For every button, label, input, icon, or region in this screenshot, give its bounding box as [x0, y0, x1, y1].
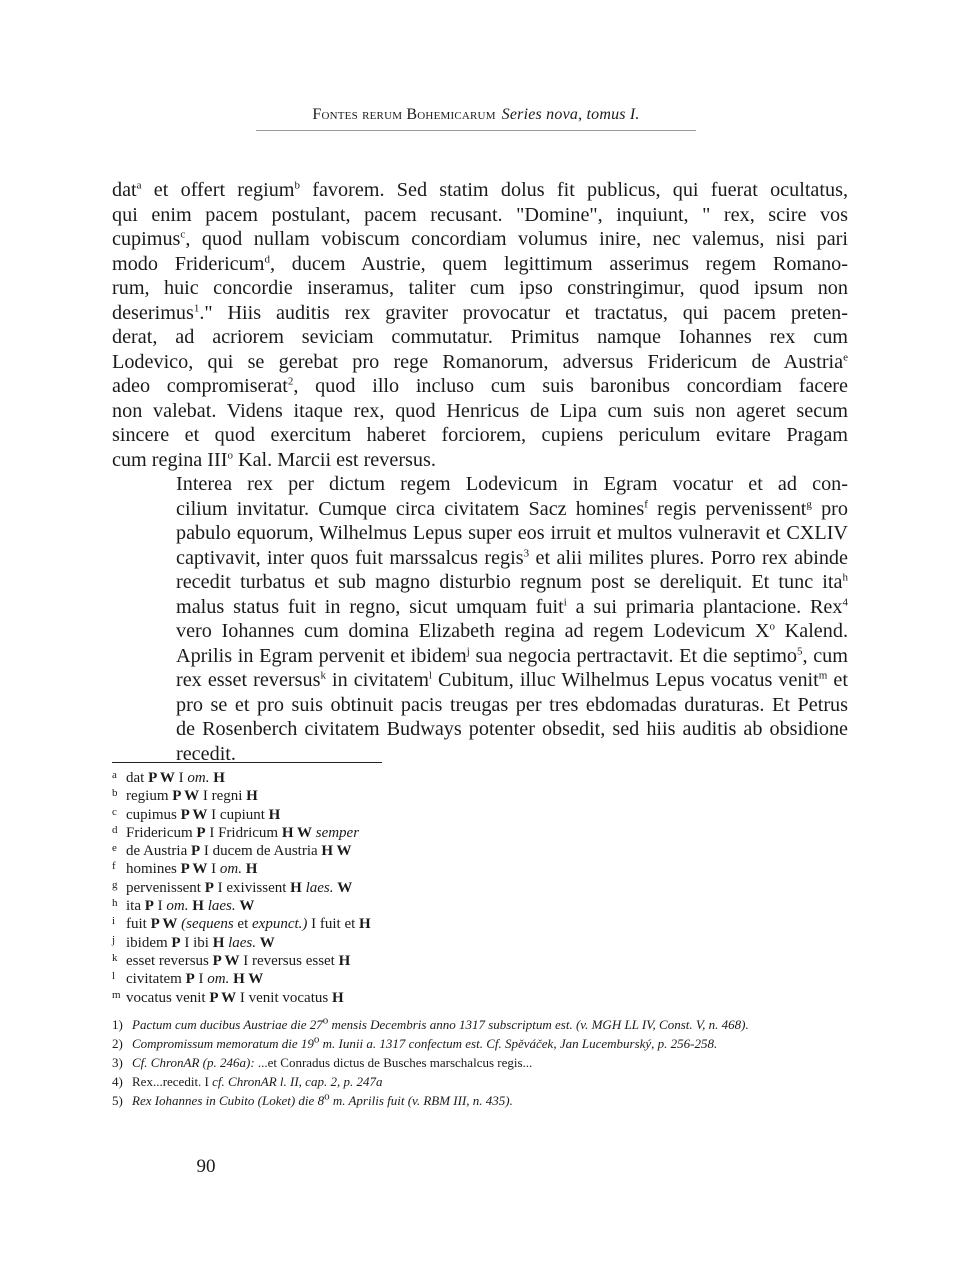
superscript-mark: l — [428, 669, 432, 682]
siglum: H — [246, 788, 258, 805]
italic-text: laes. — [228, 934, 257, 951]
siglum: W — [239, 898, 255, 915]
apparatus-entry — [112, 970, 852, 988]
text-run: derat, ad acriorem seviciam commutatur. Primitus namque Iohannes rex cum — [112, 326, 848, 348]
text-run: ...et Conradus dictus de Busches marschalcus regis... — [257, 1055, 533, 1070]
apparatus-mark: i — [112, 915, 116, 928]
superscript-mark: m — [818, 669, 828, 682]
footnote — [112, 1053, 852, 1072]
siglum: W — [259, 934, 275, 951]
superscript-mark: o — [324, 1090, 330, 1103]
superscript-mark: j — [466, 644, 470, 657]
footnote-number: 2) — [112, 1036, 123, 1051]
text-line — [112, 227, 848, 252]
apparatus-mark: g — [112, 878, 118, 891]
text-run: I cupiunt — [207, 806, 269, 823]
superscript-mark: i — [563, 595, 567, 608]
apparatus-mark: b — [112, 787, 118, 800]
italic-text: semper — [315, 824, 360, 841]
siglum: P W — [172, 788, 200, 805]
superscript-mark: c — [180, 228, 186, 241]
apparatus-reading — [126, 970, 263, 988]
superscript-mark: 4 — [842, 595, 848, 608]
text-line — [112, 203, 848, 228]
text-run: , quod nullam vobiscum concordiam volumus inire, nec valemus, nisi pari — [185, 228, 848, 250]
apparatus-entry — [112, 806, 852, 824]
siglum: H — [213, 770, 225, 786]
apparatus-entry — [112, 934, 852, 952]
siglum: P W — [212, 952, 240, 969]
footnote — [112, 1015, 852, 1034]
superscript-mark: 2 — [287, 375, 294, 388]
superscript-mark: k — [320, 669, 326, 682]
superscript-mark: b — [294, 179, 300, 192]
footnote-number: 4) — [112, 1074, 123, 1089]
italic-text: laes. — [305, 879, 334, 896]
text-run: I — [207, 861, 220, 878]
apparatus-reading — [126, 879, 352, 897]
siglum: P W — [209, 989, 237, 1006]
text-run: Rex...recedit. I — [132, 1074, 213, 1089]
text-run: ." Hiis auditis rex graviter provocatur et tractatus, qui pacem preten- — [199, 301, 848, 324]
apparatus-reading — [126, 806, 280, 824]
apparatus-entry — [112, 842, 852, 860]
apparatus-mark: h — [112, 897, 118, 910]
italic-text: om. — [187, 770, 210, 786]
running-header — [256, 106, 696, 131]
footnote-number: 5) — [112, 1093, 123, 1108]
text-run: I ducem de Austria — [200, 843, 322, 860]
text-run: et offert regium — [141, 179, 295, 201]
text-run: esset reversus — [126, 952, 213, 969]
text-run: fuit — [126, 916, 151, 933]
superscript-mark: e — [843, 350, 848, 363]
text-line — [112, 619, 848, 644]
apparatus-reading — [126, 989, 344, 1007]
text-run: I reversus esset — [239, 952, 339, 969]
text-line — [112, 693, 848, 718]
text-line — [112, 595, 848, 620]
text-run: cum regina III — [112, 448, 228, 471]
text-run: Fridericum — [126, 824, 197, 841]
text-run: I — [194, 971, 208, 988]
text-line — [112, 570, 848, 595]
text-run: pabulo equorum, Wilhelmus Lepus super eos irruit et multos vulneravit et CXLIV — [176, 522, 848, 544]
apparatus-entry — [112, 879, 852, 897]
text-run: regis pervenissent — [647, 497, 807, 520]
text-run: qui enim pacem postulant, pacem recusant. "Domine", inquiunt, " rex, scire vos — [112, 203, 848, 226]
text-line — [112, 399, 848, 424]
paragraph-2 — [112, 472, 848, 766]
text-run: recedit turbatus et sub magno disturbio regnum post se dereliquit. Et tunc ita — [176, 571, 843, 593]
text-run: ibidem — [126, 934, 172, 951]
siglum: P — [196, 824, 206, 841]
superscript-mark: 1 — [193, 301, 200, 314]
text-run: de Austria — [126, 843, 191, 860]
text-run: regium — [126, 788, 173, 805]
superscript-mark: d — [264, 252, 270, 265]
text-run: rex esset reversus — [176, 669, 321, 691]
italic-text: m. Iunii a. 1317 confectum est. Cf. Spěváček, Jan Lucemburský, p. 256-258. — [319, 1036, 718, 1051]
text-line — [112, 546, 848, 571]
text-run: sua negocia pertractavit. Et die septimo — [469, 644, 797, 667]
text-run: Kal. Marcii est reversus. — [232, 448, 436, 471]
main-text — [112, 178, 848, 766]
apparatus-reading — [126, 952, 350, 970]
text-line — [112, 374, 848, 399]
siglum: H W — [233, 971, 264, 988]
text-run: adeo compromiserat — [112, 375, 288, 397]
text-run: , cum — [802, 644, 848, 667]
apparatus-mark: d — [112, 823, 118, 836]
siglum: P W — [148, 770, 175, 786]
apparatus-mark: c — [112, 805, 117, 818]
footnote — [112, 1072, 852, 1091]
apparatus-reading — [126, 842, 352, 860]
siglum: H — [359, 916, 371, 933]
text-run: cupimus — [112, 228, 181, 250]
apparatus-mark: j — [112, 933, 116, 946]
text-line — [112, 178, 848, 203]
superscript-mark: a — [136, 179, 142, 192]
header-title: Fontes rerum Bohemicarum — [312, 106, 496, 123]
source-notes — [112, 1015, 852, 1110]
siglum: P — [171, 934, 181, 951]
siglum: H — [268, 806, 281, 823]
apparatus-entry — [112, 952, 852, 970]
text-run: a sui primaria plantacione. Rex — [566, 595, 843, 618]
apparatus-entry — [112, 860, 852, 878]
text-run: Aprilis in Egram pervenit et ibidem — [176, 644, 467, 667]
italic-text: (sequens — [181, 916, 234, 933]
text-run: deserimus — [112, 301, 194, 324]
italic-text: laes. — [207, 898, 236, 915]
siglum: H — [331, 989, 344, 1006]
apparatus-reading — [126, 769, 225, 787]
italic-text: cf. ChronAR l. II, cap. 2, p. 247a — [212, 1074, 383, 1089]
text-run: pervenissent — [126, 879, 205, 896]
apparatus-reading — [126, 860, 257, 878]
siglum: H — [245, 861, 258, 878]
text-run: I venit vocatus — [236, 989, 332, 1006]
apparatus-mark: k — [112, 951, 118, 964]
apparatus-reading — [126, 897, 254, 915]
text-line — [112, 644, 848, 669]
text-run: rum, huic concordie inseramus, taliter cum ipso constringimur, quod ipsum non — [112, 277, 848, 299]
text-run: et — [233, 916, 252, 933]
superscript-mark: o — [769, 620, 776, 633]
superscript-mark: 5 — [797, 644, 803, 657]
footnote-number: 1) — [112, 1017, 123, 1032]
siglum: W — [337, 879, 353, 896]
siglum: H W — [321, 843, 352, 860]
text-run: in civitatem — [325, 669, 429, 691]
apparatus-entry — [112, 897, 852, 915]
italic-text: expunct.) — [252, 916, 308, 933]
text-line — [112, 668, 848, 693]
text-run: malus status fuit in regno, sicut umquam fuit — [176, 595, 564, 618]
text-run: pro se et pro suis obtinuit pacis treugas per tres ebdomadas duraturas. Et Petrus — [176, 693, 848, 716]
paragraph-1 — [112, 178, 848, 472]
header-series: Series nova, tomus I. — [501, 106, 640, 123]
critical-apparatus — [112, 769, 852, 1007]
text-line — [112, 350, 848, 375]
apparatus-mark: m — [112, 988, 121, 1001]
italic-text: Cf. ChronAR (p. 246a): — [132, 1055, 258, 1070]
apparatus-reading — [126, 934, 275, 952]
apparatus-entry — [112, 989, 852, 1007]
text-run: I — [153, 898, 167, 915]
superscript-mark: h — [842, 571, 848, 584]
italic-text: Rex Iohannes in Cubito (Loket) die 8 — [132, 1093, 325, 1108]
text-run: I fuit et — [307, 916, 360, 933]
siglum: P W — [180, 861, 208, 878]
footnote-divider — [112, 762, 382, 763]
superscript-mark: g — [806, 497, 812, 510]
superscript-mark: o — [322, 1014, 329, 1027]
text-run: ita — [126, 898, 145, 915]
italic-text: mensis Decembris anno 1317 subscriptum est. (v. MGH LL IV, Const. V, n. 468). — [328, 1017, 749, 1032]
apparatus-entry — [112, 824, 852, 842]
apparatus-entry — [112, 915, 852, 933]
siglum: H — [192, 898, 204, 915]
text-line — [112, 252, 848, 277]
text-run: dat — [112, 179, 137, 201]
text-run: cilium invitatur. Cumque circa civitatem Sacz homines — [176, 497, 645, 520]
text-run: pro — [811, 497, 848, 520]
text-run: I regni — [199, 788, 247, 805]
text-run: , ducem Austrie, quem legittimum asserimus regem Romano- — [269, 252, 848, 275]
apparatus-entry — [112, 769, 852, 787]
siglum: P W — [180, 806, 208, 823]
text-run: modo Fridericum — [112, 252, 265, 275]
text-run: , quod illo incluso cum suis baronibus concordiam facere — [293, 375, 848, 397]
footnote — [112, 1034, 852, 1053]
text-run: I exivissent — [213, 879, 291, 896]
text-run: I Fridricum — [205, 824, 282, 841]
text-run: dat — [126, 770, 149, 786]
superscript-mark: o — [313, 1033, 320, 1046]
text-run: sincere et quod exercitum haberet forciorem, cupiens periculum evitare Pragam — [112, 424, 848, 446]
text-run: Interea rex per dictum regem Lodevicum in Egram vocatur et ad con- — [176, 473, 848, 495]
text-run: I — [174, 770, 188, 786]
italic-text: m. Aprilis fuit (v. RBM III, n. 435). — [329, 1093, 513, 1108]
text-line — [112, 497, 848, 522]
footnote — [112, 1091, 852, 1110]
siglum: H — [338, 952, 351, 969]
text-run: et — [827, 669, 848, 691]
italic-text: Compromissum memoratum die 19 — [132, 1036, 314, 1051]
apparatus-reading — [126, 824, 359, 842]
italic-text: om. — [166, 898, 189, 915]
apparatus-mark: l — [112, 970, 116, 983]
siglum: P — [185, 971, 195, 988]
text-run: homines — [126, 861, 181, 878]
apparatus-entry — [112, 787, 852, 805]
siglum: P — [191, 843, 201, 860]
text-run: I ibi — [180, 934, 213, 951]
apparatus-mark: f — [112, 860, 116, 873]
text-run: vero Iohannes cum domina Elizabeth regina ad regem Lodevicum X — [176, 620, 770, 642]
siglum: P — [144, 898, 154, 915]
superscript-mark: f — [644, 497, 648, 510]
text-line — [112, 301, 848, 326]
apparatus-reading — [126, 915, 371, 933]
text-line — [112, 448, 848, 473]
text-run: vocatus venit — [126, 989, 210, 1006]
text-run: Cubitum, illuc Wilhelmus Lepus vocatus venit — [431, 669, 819, 691]
text-line — [112, 423, 848, 448]
text-run: Lodevico, qui se gerebat pro rege Romanorum, adversus Fridericum de Austria — [112, 350, 844, 373]
text-run: civitatem — [126, 971, 186, 988]
text-run: captivavit, inter quos fuit marssalcus regis — [176, 546, 524, 569]
text-line — [112, 276, 848, 301]
text-run: non valebat. Videns itaque rex, quod Henricus de Lipa cum suis non ageret secum — [112, 399, 848, 422]
italic-text: om. — [219, 861, 243, 878]
apparatus-mark: a — [112, 769, 117, 781]
text-line — [112, 521, 848, 546]
siglum: H — [290, 879, 302, 896]
text-run: et alii milites plures. Porro rex abinde — [529, 546, 848, 569]
text-run: cupimus — [126, 806, 181, 823]
footnote-number: 3) — [112, 1055, 123, 1070]
italic-text: om. — [207, 971, 230, 988]
text-line — [112, 325, 848, 350]
italic-text: Pactum cum ducibus Austriae die 27 — [132, 1017, 323, 1032]
text-run: de Rosenberch civitatem Budways potenter obsedit, sed hiis auditis ab obsidione — [176, 718, 848, 740]
page-number: 90 — [196, 1156, 216, 1177]
apparatus-reading — [126, 787, 258, 805]
text-line — [112, 717, 848, 742]
siglum: P W — [150, 916, 178, 933]
text-run: Kalend. — [775, 620, 849, 642]
text-line — [112, 472, 848, 497]
superscript-mark: 3 — [523, 546, 530, 559]
apparatus-mark: e — [112, 842, 117, 855]
siglum: H — [212, 934, 225, 951]
siglum: H W — [281, 824, 312, 841]
text-run: favorem. Sed statim dolus fit publicus, qui fuerat ocultatus, — [300, 179, 848, 201]
superscript-mark: o — [227, 448, 233, 461]
text-run: recedit. — [176, 742, 236, 765]
siglum: P — [204, 879, 214, 896]
